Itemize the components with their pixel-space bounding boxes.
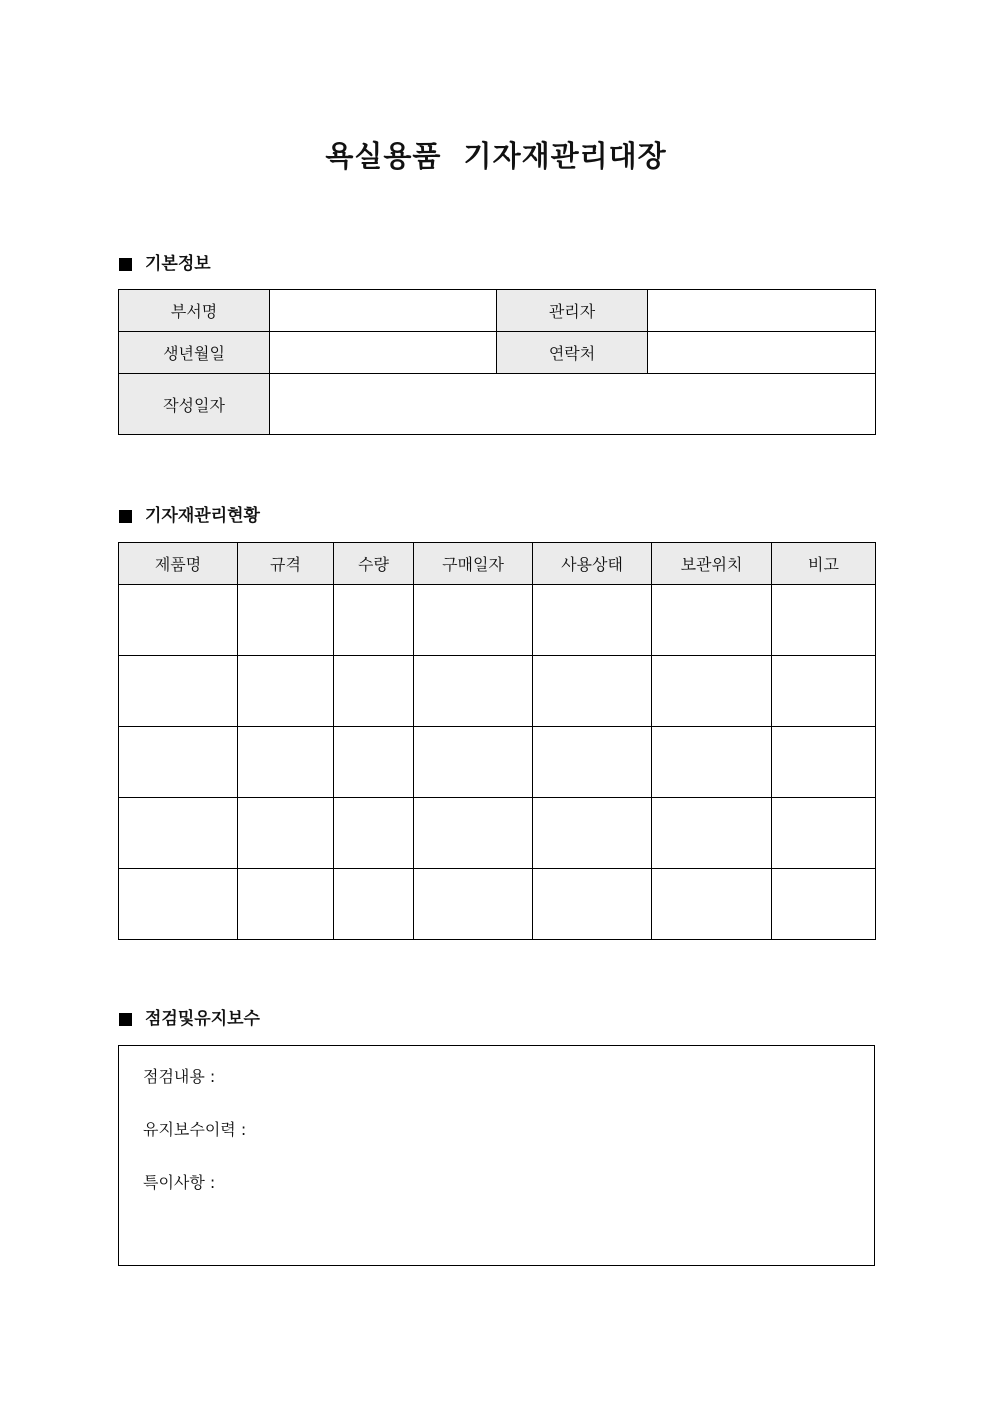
- inspection-heading: [119, 1007, 260, 1031]
- special-notes-label: 특이사항 :: [143, 1173, 216, 1192]
- table-cell[interactable]: [533, 869, 652, 940]
- inspection-heading-label: 점검및유지보수: [145, 1009, 260, 1029]
- table-cell[interactable]: [652, 798, 772, 869]
- basic-info-heading-label: 기본정보: [145, 254, 211, 274]
- column-header-spec: 규격: [238, 543, 334, 585]
- table-row: [119, 374, 876, 435]
- table-cell[interactable]: [119, 727, 238, 798]
- table-cell[interactable]: [414, 585, 533, 656]
- column-header-purchase-date: 구매일자: [414, 543, 533, 585]
- table-row: [119, 869, 876, 940]
- column-header-product-name: 제품명: [119, 543, 238, 585]
- birthdate-label: 생년월일: [119, 332, 270, 374]
- basic-info-table: [118, 289, 876, 435]
- table-cell[interactable]: [652, 727, 772, 798]
- column-header-storage-location: 보관위치: [652, 543, 772, 585]
- table-cell[interactable]: [533, 727, 652, 798]
- table-cell[interactable]: [334, 727, 414, 798]
- contact-label: 연락처: [497, 332, 648, 374]
- square-bullet-icon: [119, 1013, 132, 1026]
- department-label: 부서명: [119, 290, 270, 332]
- table-cell[interactable]: [772, 869, 876, 940]
- table-cell[interactable]: [238, 798, 334, 869]
- written-date-field[interactable]: [270, 374, 876, 435]
- table-cell[interactable]: [119, 656, 238, 727]
- asset-status-heading: [119, 504, 260, 528]
- table-cell[interactable]: [652, 656, 772, 727]
- manager-label: 관리자: [497, 290, 648, 332]
- page-title: 욕실용품 기자재관리대장: [325, 139, 667, 173]
- table-cell[interactable]: [238, 656, 334, 727]
- column-header-quantity: 수량: [334, 543, 414, 585]
- table-cell[interactable]: [533, 798, 652, 869]
- manager-field[interactable]: [648, 290, 876, 332]
- contact-field[interactable]: [648, 332, 876, 374]
- table-cell[interactable]: [414, 727, 533, 798]
- table-cell[interactable]: [238, 869, 334, 940]
- table-cell[interactable]: [414, 798, 533, 869]
- column-header-usage-status: 사용상태: [533, 543, 652, 585]
- table-row: [119, 798, 876, 869]
- table-cell[interactable]: [772, 656, 876, 727]
- table-row: [119, 585, 876, 656]
- table-cell[interactable]: [238, 585, 334, 656]
- maintenance-history-label: 유지보수이력 :: [143, 1120, 247, 1139]
- table-cell[interactable]: [414, 869, 533, 940]
- table-cell[interactable]: [772, 798, 876, 869]
- table-row: [119, 332, 876, 374]
- table-header-row: [119, 543, 876, 585]
- inspection-content-label: 점검내용 :: [143, 1067, 216, 1086]
- column-header-remarks: 비고: [772, 543, 876, 585]
- table-cell[interactable]: [334, 656, 414, 727]
- table-cell[interactable]: [652, 869, 772, 940]
- table-cell[interactable]: [334, 798, 414, 869]
- department-field[interactable]: [270, 290, 497, 332]
- square-bullet-icon: [119, 258, 132, 271]
- birthdate-field[interactable]: [270, 332, 497, 374]
- table-cell[interactable]: [772, 727, 876, 798]
- table-row: [119, 290, 876, 332]
- table-cell[interactable]: [238, 727, 334, 798]
- written-date-label: 작성일자: [119, 374, 270, 435]
- table-cell[interactable]: [119, 869, 238, 940]
- asset-status-table: [118, 542, 876, 940]
- table-row: [119, 656, 876, 727]
- table-cell[interactable]: [652, 585, 772, 656]
- table-cell[interactable]: [119, 585, 238, 656]
- table-row: [119, 727, 876, 798]
- basic-info-heading: [119, 252, 211, 276]
- asset-status-heading-label: 기자재관리현황: [145, 506, 260, 526]
- table-cell[interactable]: [414, 656, 533, 727]
- square-bullet-icon: [119, 510, 132, 523]
- table-cell[interactable]: [533, 585, 652, 656]
- table-cell[interactable]: [533, 656, 652, 727]
- table-cell[interactable]: [119, 798, 238, 869]
- table-cell[interactable]: [334, 869, 414, 940]
- table-cell[interactable]: [772, 585, 876, 656]
- table-cell[interactable]: [334, 585, 414, 656]
- inspection-box[interactable]: [118, 1045, 875, 1266]
